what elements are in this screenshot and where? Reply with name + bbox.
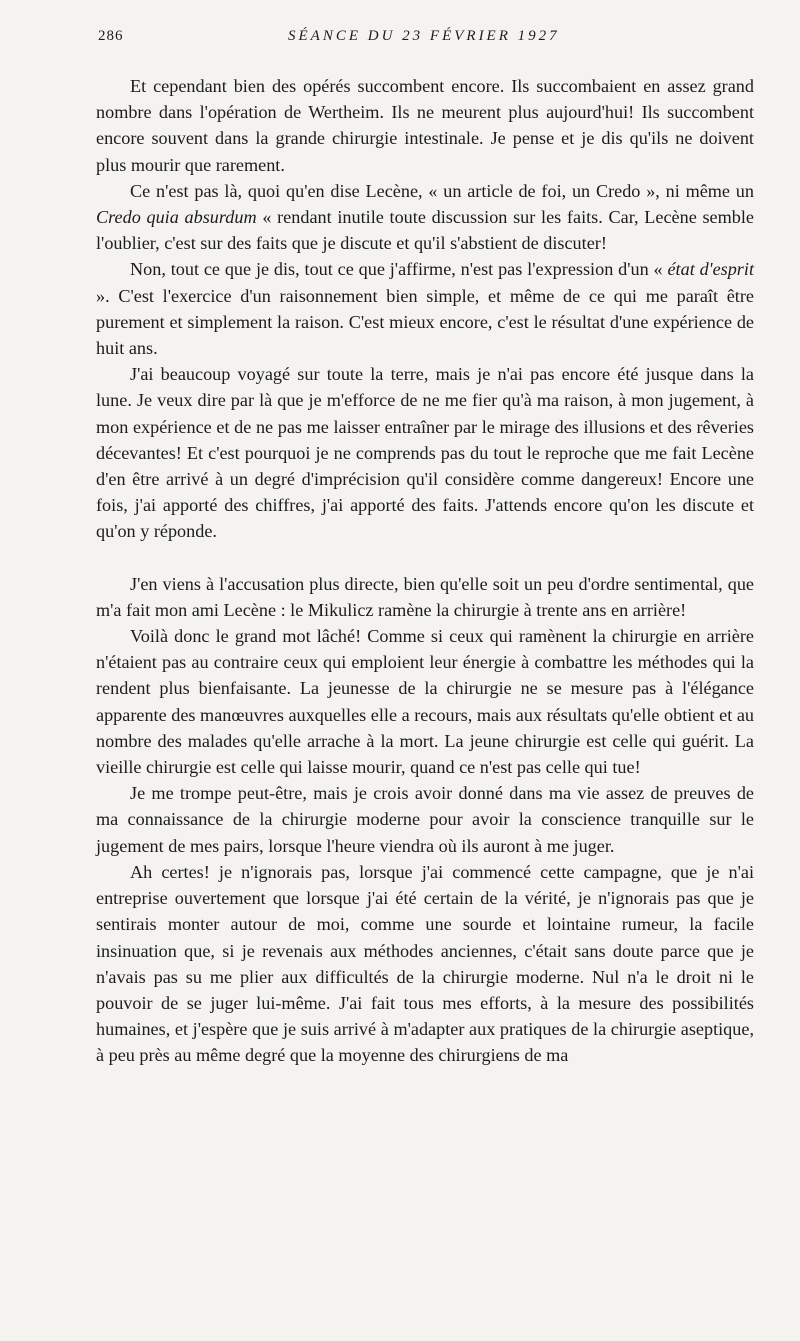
body-text xyxy=(96,73,754,1069)
italic-phrase: état d'esprit xyxy=(667,259,754,280)
paragraph xyxy=(96,859,754,1069)
page-number: 286 xyxy=(98,28,124,44)
text-run: Je me trompe peut-être, mais je crois avoir donné dans ma vie assez de preuves de ma connaissance de la chirurgie moderne pour avoir la conscience tranquille sur le jugement de mes pairs, lorsque l'heure viendra où ils auront à me juger. xyxy=(96,783,754,856)
paragraph xyxy=(96,780,754,859)
text-run: Ce n'est pas là, quoi qu'en dise Lecène, « un article de foi, un Credo », ni même un xyxy=(130,180,754,201)
text-run: ». C'est l'exercice d'un raisonnement bien simple, et même de ce qui me paraît être purement et simplement la raison. C'est mieux encore, c'est le résultat d'une expérience de huit ans. xyxy=(96,285,754,359)
text-run: Ah certes! je n'ignorais pas, lorsque j'ai commencé cette campagne, que je n'ai entreprise ouvertement que lorsque j'ai été certain de la vérité, je n'ignorais pas que je sentirais monter autour de moi, comme une sourde et lointaine rumeur, la facile insinuation que, si je revenais aux méthodes anciennes, c'était sans doute parce que je n'avais pas su me plier aux difficultés de la chirurgie moderne. Nul n'a le droit ni le pouvoir de se juger lui-même. J'ai fait tous mes efforts, à la mesure des possibilités humaines, et j'espère que je suis arrivé à m'adapter aux pratiques de la chirurgie aseptique, à peu près au même degré que la moyenne des chirurgiens de ma xyxy=(96,861,754,1066)
text-run: Voilà donc le grand mot lâché! Comme si ceux qui ramènent la chirurgie en arrière n'étaient pas au contraire ceux qui emploient leur énergie à combattre les méthodes qui la rendent plus bienfaisante. La jeunesse de la chirurgie ne se mesure pas à l'élégance apparente des manœuvres auxquelles elle a recours, mais aux résultats qu'elle obtient et au nombre des malades qu'elle arrache à la mort. La jeune chirurgie est celle qui guérit. La vieille chirurgie est celle qui laisse mourir, quand ce n'est pas celle qui tue! xyxy=(96,626,754,778)
paragraph xyxy=(96,73,754,178)
page-header xyxy=(98,28,758,52)
text-run: J'en viens à l'accusation plus directe, bien qu'elle soit un peu d'ordre sentimental, que m'a fait mon ami Lecène : le Mikulicz ramène la chirurgie à trente ans en arrière! xyxy=(96,573,754,620)
text-run: Non, tout ce que je dis, tout ce que j'affirme, n'est pas l'expression d'un « xyxy=(130,259,668,280)
paragraph xyxy=(96,623,754,780)
italic-phrase: Credo quia absurdum xyxy=(96,207,257,228)
paragraph xyxy=(96,361,754,544)
running-head: SÉANCE DU 23 FÉVRIER 1927 xyxy=(288,28,560,44)
paragraph xyxy=(96,256,754,361)
text-run: Et cependant bien des opérés succombent encore. Ils succombaient en assez grand nombre dans l'opération de Wertheim. Ils ne meurent plus aujourd'hui! Ils succombent encore souvent dans la grande chirurgie intestinale. Je pense et je dis qu'ils ne doivent plus mourir que rarement. xyxy=(96,76,754,175)
paragraph xyxy=(96,571,754,623)
text-run: J'ai beaucoup voyagé sur toute la terre, mais je n'ai pas encore été jusque dans la lune. Je veux dire par là que je m'efforce de ne me fier qu'à ma raison, à mon jugement, à mon expérience et de ne pas me laisser entraîner par le mirage des illusions et des rêveries décevantes! Et c'est pourquoi je ne comprends pas du tout le reproche que me fait Lecène d'en être arrivé à un degré d'imprécision qu'il considère comme dangereux! Encore une fois, j'ai apporté des chiffres, j'ai apporté des faits. J'attends encore qu'on les discute et qu'on y réponde. xyxy=(96,364,754,542)
text-run: « rendant inutile toute discussion sur les faits. Car, Lecène semble l'oublier, c'est sur des faits que je discute et qu'il s'abstient de discuter! xyxy=(96,207,754,254)
paragraph xyxy=(96,178,754,257)
